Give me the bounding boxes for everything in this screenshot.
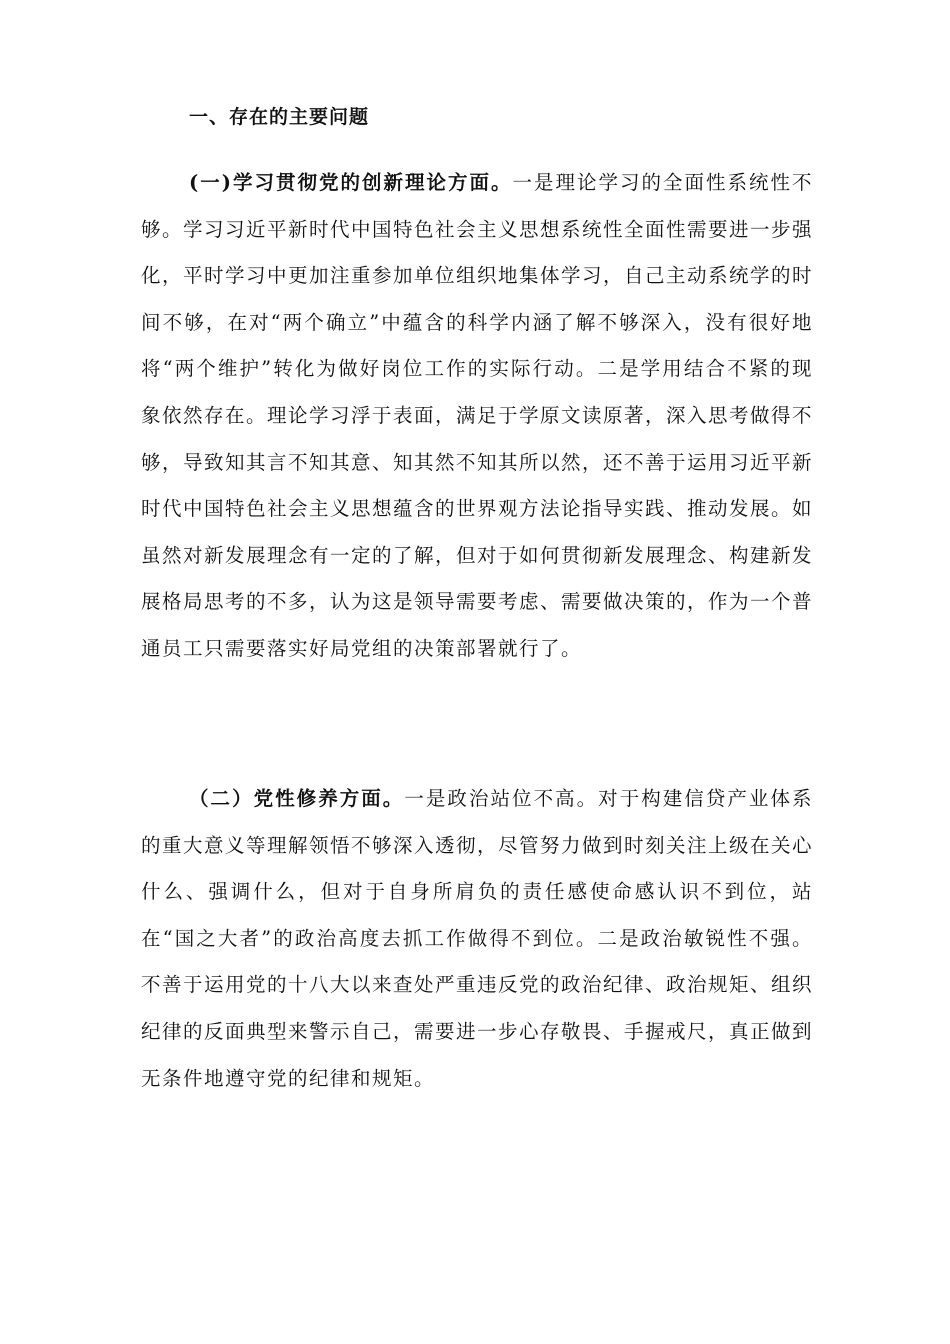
paragraph-body: 一是理论学习的全面性系统性不够。学习习近平新时代中国特色社会主义思想系统性全面性需要进一步强化，平时学习中更加注重参加单位组织地集体学习，自己主动系统学的时间不够，在对“两个确立”中蕴含的科学内涵了解不够深入，没有很好地将“两个维护”转化为做好岗位工作的实际行动。二是学用结合不紧的现象依然存在。理论学习浮于表面，满足于学原文读原著，深入思考做得不够，导致知其言不知其意、知其然不知其所以然，还不善于运用习近平新时代中国特色社会主义思想蕴含的世界观方法论指导实践、推动发展。如虽然对新发展理念有一定的了解，但对于如何贯彻新发展理念、构建新发展格局思考的不多，认为这是领导需要考虑、需要做决策的，作为一个普通员工只需要落实好局党组的决策部署就行了。 <box>141 171 814 660</box>
section-heading: 一、存在的主要问题 <box>189 106 370 128</box>
paragraph-theory-study <box>141 160 813 673</box>
paragraph-party-cultivation <box>141 776 813 1102</box>
paragraph-body: 一是政治站位不高。对于构建信贷产业体系的重大意义等理解领悟不够深入透彻，尽管努力做到时刻关注上级在关心什么、强调什么，但对于自身所肩负的责任感使命感认识不到位，站在“国之大者”的政治高度去抓工作做得不到位。二是政治敏锐性不强。不善于运用党的十八大以来查处严重违反党的政治纪律、政治规矩、组织纪律的反面典型来警示自己，需要进一步心存敬畏、手握戒尺，真正做到无条件地遵守党的纪律和规矩。 <box>141 787 814 1090</box>
paragraph-lead-title: (一)学习贯彻党的创新理论方面。 <box>189 171 513 194</box>
paragraph-lead-title: （二）党性修养方面。 <box>189 787 405 810</box>
